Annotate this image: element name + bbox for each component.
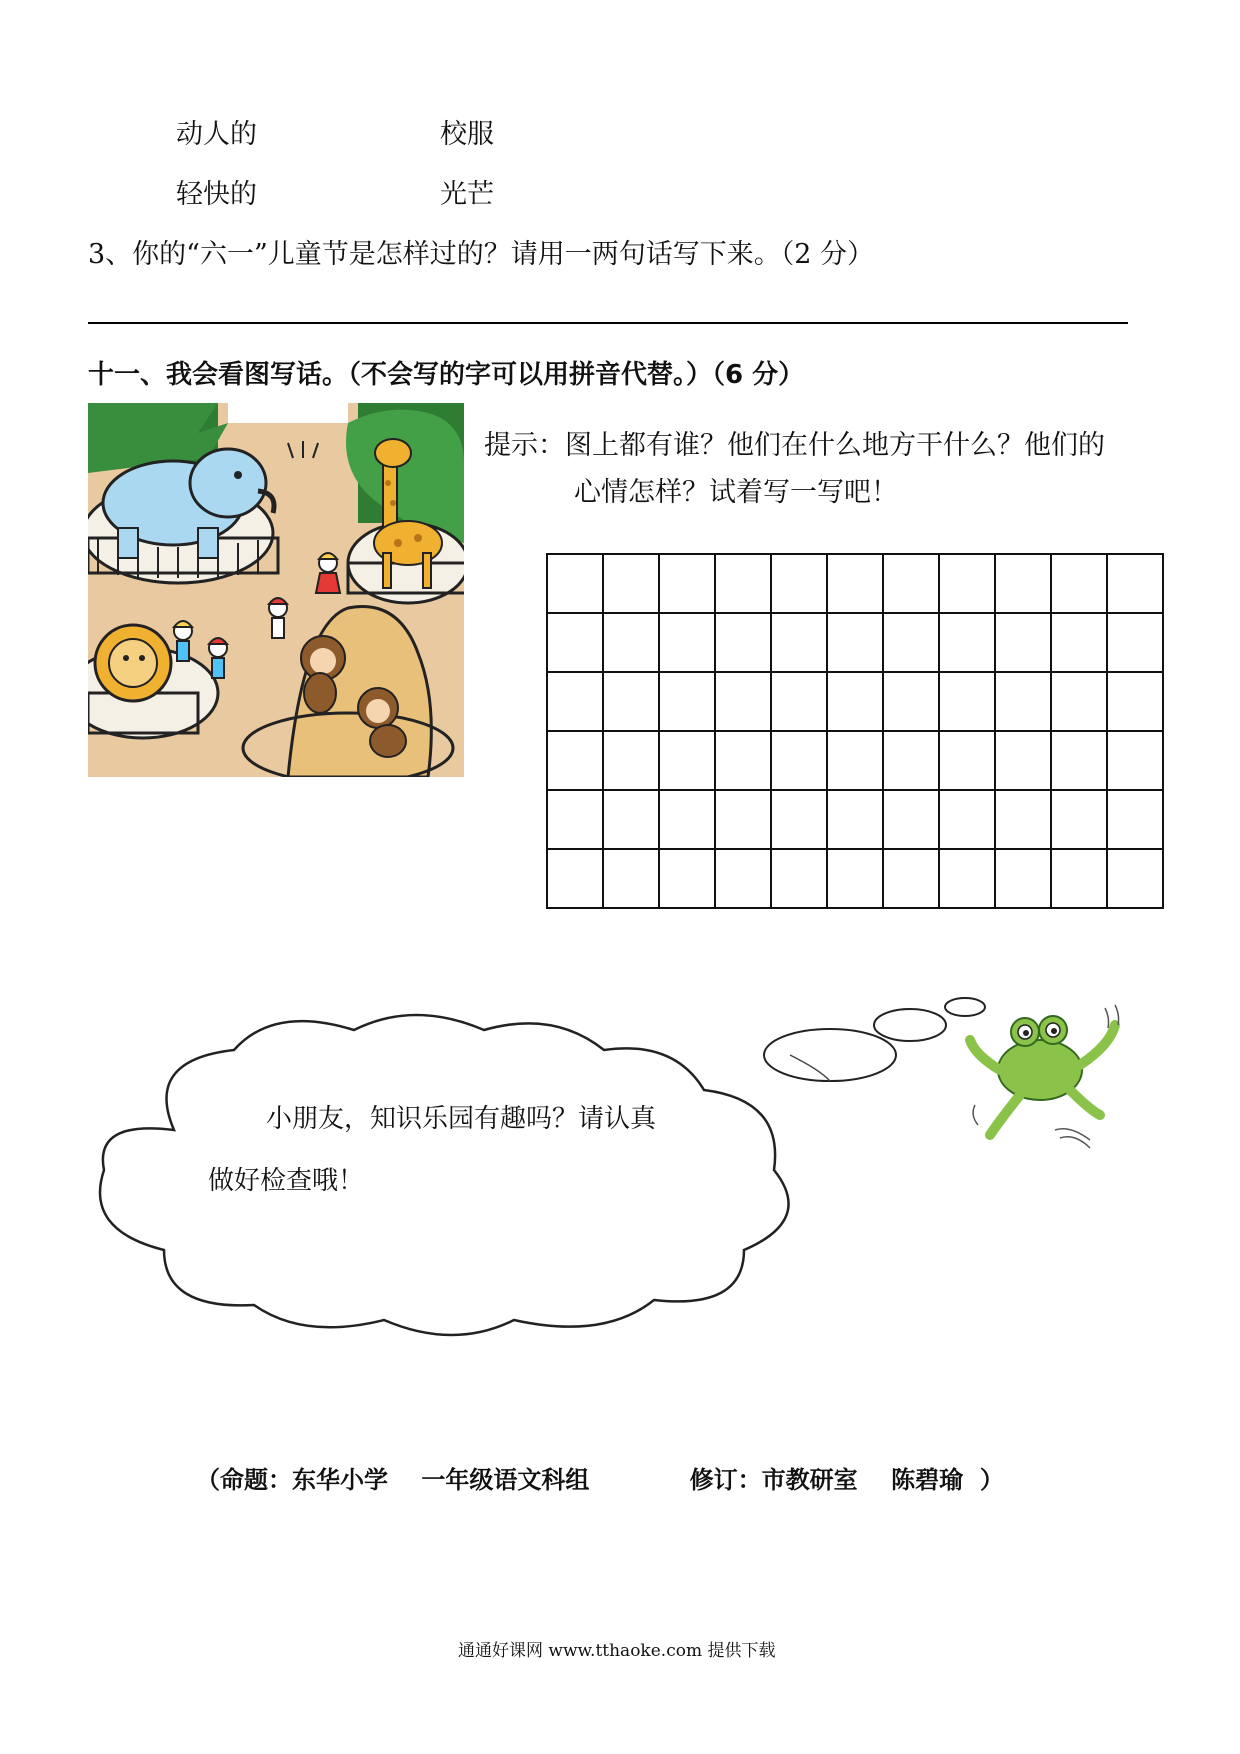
grid-cell[interactable] (1052, 850, 1108, 909)
page-footer: 通通好课网 www.tthaoke.com 提供下载 (458, 1641, 776, 1661)
grid-cell[interactable] (828, 555, 884, 614)
grid-cell[interactable] (660, 791, 716, 850)
grid-cell[interactable] (716, 791, 772, 850)
grid-cell[interactable] (828, 850, 884, 909)
grid-cell[interactable] (716, 555, 772, 614)
grid-cell[interactable] (1108, 673, 1164, 732)
hint-line-2: 心情怎样？试着写一写吧！ (574, 477, 898, 508)
grid-cell[interactable] (940, 850, 996, 909)
grid-cell[interactable] (660, 673, 716, 732)
grid-cell[interactable] (660, 614, 716, 673)
frog-icon (960, 1000, 1130, 1150)
grid-cell[interactable] (548, 850, 604, 909)
grid-cell[interactable] (1052, 673, 1108, 732)
grid-cell[interactable] (828, 673, 884, 732)
word-left-2: 轻快的 (176, 179, 257, 210)
grid-cell[interactable] (548, 555, 604, 614)
question-3: 3、你的“六一”儿童节是怎样过的？请用一两句话写下来。（2 分） (88, 239, 875, 270)
section-11-title: 十一、我会看图写话。（不会写的字可以用拼音代替。）（6 分） (88, 360, 805, 390)
grid-cell[interactable] (1052, 614, 1108, 673)
grid-cell[interactable] (940, 555, 996, 614)
grid-cell[interactable] (660, 555, 716, 614)
grid-cell[interactable] (996, 555, 1052, 614)
grid-cell[interactable] (604, 850, 660, 909)
grid-cell[interactable] (884, 555, 940, 614)
word-right-2: 光芒 (440, 179, 494, 210)
grid-cell[interactable] (1052, 555, 1108, 614)
grid-cell[interactable] (772, 732, 828, 791)
grid-cell[interactable] (828, 791, 884, 850)
grid-cell[interactable] (940, 614, 996, 673)
grid-cell[interactable] (716, 850, 772, 909)
grid-cell[interactable] (940, 732, 996, 791)
grid-cell[interactable] (828, 732, 884, 791)
grid-cell[interactable] (1052, 791, 1108, 850)
grid-cell[interactable] (1108, 732, 1164, 791)
grid-cell[interactable] (940, 791, 996, 850)
grid-cell[interactable] (604, 614, 660, 673)
grid-cell[interactable] (772, 673, 828, 732)
grid-cell[interactable] (660, 732, 716, 791)
grid-cell[interactable] (1052, 732, 1108, 791)
grid-cell[interactable] (828, 614, 884, 673)
grid-cell[interactable] (996, 850, 1052, 909)
grid-cell[interactable] (884, 850, 940, 909)
hint-line-1: 提示：图上都有谁？他们在什么地方干什么？他们的 (484, 430, 1105, 461)
word-right-1: 校服 (440, 119, 494, 150)
grid-cell[interactable] (772, 614, 828, 673)
cloud-line-2: 做好检查哦！ (208, 1166, 365, 1196)
grid-cell[interactable] (716, 614, 772, 673)
grid-cell[interactable] (940, 673, 996, 732)
grid-cell[interactable] (548, 673, 604, 732)
grid-cell[interactable] (884, 791, 940, 850)
grid-cell[interactable] (772, 791, 828, 850)
grid-cell[interactable] (996, 673, 1052, 732)
grid-cell[interactable] (996, 732, 1052, 791)
grid-cell[interactable] (548, 614, 604, 673)
grid-cell[interactable] (716, 673, 772, 732)
grid-cell[interactable] (548, 791, 604, 850)
grid-cell[interactable] (772, 850, 828, 909)
grid-cell[interactable] (604, 732, 660, 791)
grid-cell[interactable] (1108, 791, 1164, 850)
grid-cell[interactable] (772, 555, 828, 614)
grid-cell[interactable] (716, 732, 772, 791)
cloud-line-1: 小朋友，知识乐园有趣吗？请认真 (266, 1104, 657, 1134)
grid-cell[interactable] (604, 555, 660, 614)
writing-grid[interactable] (546, 553, 1164, 909)
grid-cell[interactable] (884, 673, 940, 732)
zoo-picture (88, 403, 464, 777)
grid-cell[interactable] (1108, 614, 1164, 673)
credits: （命题：东华小学 一年级语文科组 修订：市教研室 陈碧瑜 ） (196, 1466, 1004, 1494)
grid-cell[interactable] (604, 791, 660, 850)
grid-cell[interactable] (660, 850, 716, 909)
answer-line[interactable] (88, 322, 1128, 324)
word-left-1: 动人的 (176, 119, 257, 150)
grid-cell[interactable] (996, 791, 1052, 850)
grid-cell[interactable] (1108, 555, 1164, 614)
grid-cell[interactable] (548, 732, 604, 791)
grid-cell[interactable] (996, 614, 1052, 673)
grid-cell[interactable] (884, 614, 940, 673)
grid-cell[interactable] (604, 673, 660, 732)
grid-cell[interactable] (1108, 850, 1164, 909)
grid-cell[interactable] (884, 732, 940, 791)
